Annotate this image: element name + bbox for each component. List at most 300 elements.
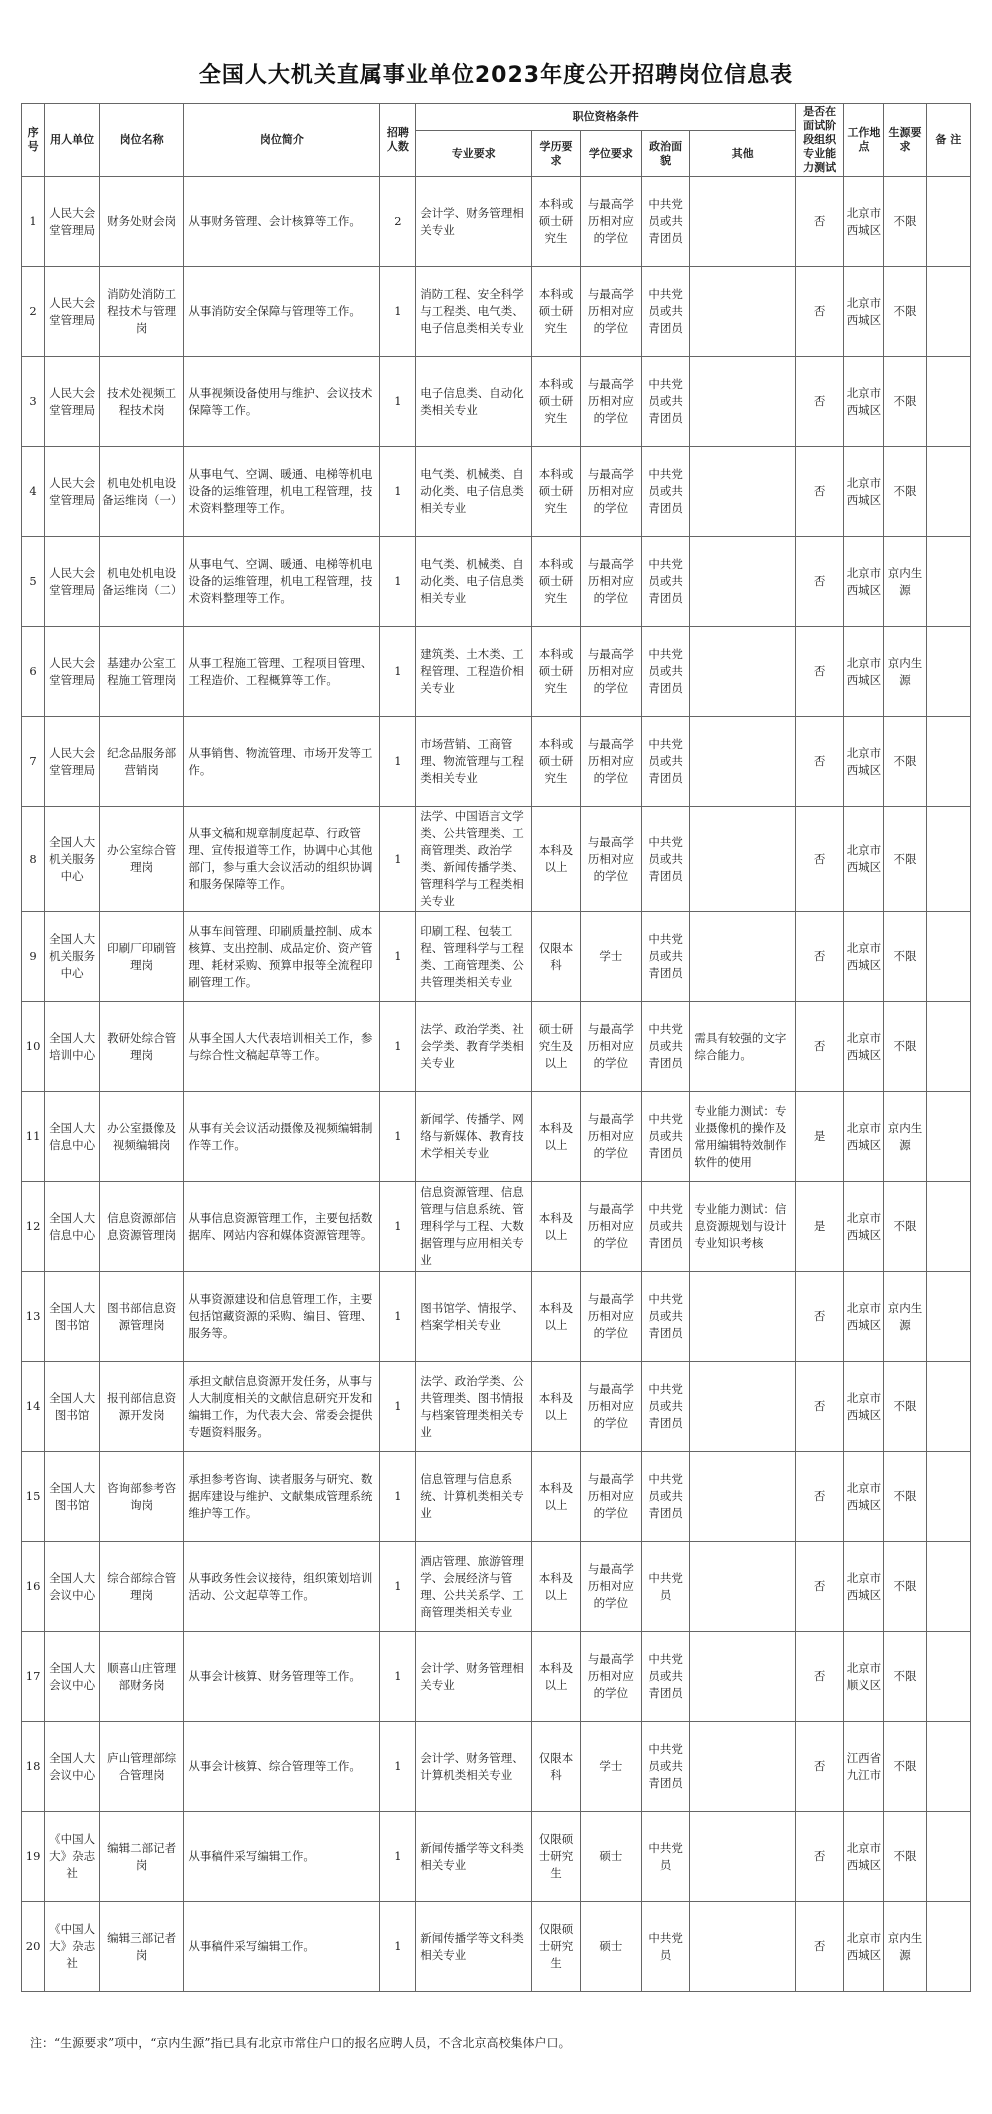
cell-unit: 人民大会堂管理局 [45,717,100,807]
cell-source: 不限 [884,1722,926,1812]
cell-politics: 中共党员或共青团员 [641,177,690,267]
cell-remark [926,1182,970,1272]
cell-education: 本科或硕士研究生 [532,717,581,807]
cell-count: 1 [380,912,416,1002]
cell-major: 市场营销、工商管理、物流管理与工程类相关专业 [416,717,532,807]
cell-source: 不限 [884,1542,926,1632]
cell-remark [926,912,970,1002]
cell-test: 否 [795,177,844,267]
cell-seq: 13 [22,1272,45,1362]
cell-intro: 从事财务管理、会计核算等工作。 [184,177,380,267]
cell-politics: 中共党员 [641,1542,690,1632]
cell-location: 北京市西城区 [844,1362,884,1452]
cell-degree: 与最高学历相对应的学位 [580,1272,641,1362]
cell-unit: 全国人大机关服务中心 [45,912,100,1002]
table-row [22,1632,971,1722]
table-row [22,267,971,357]
table-row [22,1542,971,1632]
cell-unit: 《中国人大》杂志社 [45,1902,100,1992]
cell-post: 报刊部信息资源开发岗 [100,1362,184,1452]
cell-other [690,357,796,447]
cell-remark [926,1452,970,1542]
cell-source: 京内生源 [884,1272,926,1362]
header-degree: 学位要求 [580,131,641,177]
cell-other [690,1902,796,1992]
cell-location: 北京市西城区 [844,537,884,627]
cell-politics: 中共党员或共青团员 [641,1452,690,1542]
cell-unit: 人民大会堂管理局 [45,537,100,627]
header-test: 是否在面试阶段组织专业能力测试 [795,104,844,177]
cell-source: 不限 [884,1182,926,1272]
cell-intro: 从事电气、空调、暖通、电梯等机电设备的运维管理，机电工程管理，技术资料整理等工作。 [184,537,380,627]
cell-post: 咨询部参考咨询岗 [100,1452,184,1542]
cell-politics: 中共党员或共青团员 [641,1182,690,1272]
cell-degree: 与最高学历相对应的学位 [580,357,641,447]
cell-test: 否 [795,1362,844,1452]
cell-education: 本科或硕士研究生 [532,357,581,447]
cell-degree: 与最高学历相对应的学位 [580,1632,641,1722]
cell-test: 否 [795,357,844,447]
header-other: 其他 [690,131,796,177]
cell-seq: 12 [22,1182,45,1272]
cell-source: 不限 [884,717,926,807]
cell-unit: 人民大会堂管理局 [45,357,100,447]
cell-major: 法学、政治学类、公共管理类、图书情报与档案管理类相关专业 [416,1362,532,1452]
cell-other [690,1632,796,1722]
cell-seq: 16 [22,1542,45,1632]
cell-degree: 学士 [580,912,641,1002]
cell-test: 否 [795,807,844,912]
cell-source: 不限 [884,807,926,912]
cell-test: 否 [795,912,844,1002]
cell-seq: 19 [22,1812,45,1902]
cell-unit: 人民大会堂管理局 [45,177,100,267]
cell-other [690,912,796,1002]
cell-count: 1 [380,1092,416,1182]
cell-degree: 与最高学历相对应的学位 [580,1182,641,1272]
cell-location: 北京市西城区 [844,1002,884,1092]
cell-degree: 与最高学历相对应的学位 [580,1542,641,1632]
cell-unit: 全国人大图书馆 [45,1362,100,1452]
cell-other: 专业能力测试：信息资源规划与设计专业知识考核 [690,1182,796,1272]
cell-test: 否 [795,1002,844,1092]
cell-education: 本科及以上 [532,807,581,912]
cell-education: 本科或硕士研究生 [532,537,581,627]
cell-post: 技术处视频工程技术岗 [100,357,184,447]
cell-remark [926,537,970,627]
cell-test: 否 [795,717,844,807]
cell-intro: 从事文稿和规章制度起草、行政管理、宣传报道等工作，协调中心其他部门，参与重大会议活动的组织协调和服务保障等工作。 [184,807,380,912]
cell-politics: 中共党员或共青团员 [641,267,690,357]
cell-location: 北京市西城区 [844,357,884,447]
cell-seq: 1 [22,177,45,267]
cell-major: 图书馆学、情报学、档案学相关专业 [416,1272,532,1362]
cell-count: 1 [380,1812,416,1902]
header-qualification-group: 职位资格条件 [416,104,796,131]
table-row [22,912,971,1002]
cell-location: 北京市西城区 [844,717,884,807]
cell-other [690,1272,796,1362]
cell-other [690,717,796,807]
cell-post: 财务处财会岗 [100,177,184,267]
cell-post: 综合部综合管理岗 [100,1542,184,1632]
cell-major: 酒店管理、旅游管理学、会展经济与管理、公共关系学、工商管理类相关专业 [416,1542,532,1632]
cell-post: 办公室摄像及视频编辑岗 [100,1092,184,1182]
cell-major: 信息资源管理、信息管理与信息系统、管理科学与工程、大数据管理与应用相关专业 [416,1182,532,1272]
cell-unit: 全国人大会议中心 [45,1722,100,1812]
cell-education: 仅限本科 [532,1722,581,1812]
cell-unit: 《中国人大》杂志社 [45,1812,100,1902]
header-location: 工作地点 [844,104,884,177]
cell-location: 江西省九江市 [844,1722,884,1812]
cell-seq: 7 [22,717,45,807]
table-row [22,447,971,537]
cell-unit: 全国人大机关服务中心 [45,807,100,912]
cell-politics: 中共党员或共青团员 [641,912,690,1002]
cell-education: 本科及以上 [532,1542,581,1632]
cell-post: 庐山管理部综合管理岗 [100,1722,184,1812]
cell-seq: 15 [22,1452,45,1542]
cell-test: 否 [795,1452,844,1542]
cell-post: 图书部信息资源管理岗 [100,1272,184,1362]
cell-politics: 中共党员或共青团员 [641,627,690,717]
cell-seq: 2 [22,267,45,357]
cell-intro: 从事有关会议活动摄像及视频编辑制作等工作。 [184,1092,380,1182]
cell-post: 机电处机电设备运维岗（二） [100,537,184,627]
cell-major: 会计学、财务管理、计算机类相关专业 [416,1722,532,1812]
table-row [22,537,971,627]
cell-post: 教研处综合管理岗 [100,1002,184,1092]
recruitment-table [21,103,971,1992]
cell-intro: 从事车间管理、印刷质量控制、成本核算、支出控制、成品定价、资产管理、耗材采购、预算申报等全流程印刷管理工作。 [184,912,380,1002]
table-row [22,1092,971,1182]
cell-remark [926,1542,970,1632]
cell-degree: 与最高学历相对应的学位 [580,267,641,357]
cell-count: 1 [380,537,416,627]
cell-degree: 与最高学历相对应的学位 [580,1452,641,1542]
cell-education: 本科及以上 [532,1452,581,1542]
cell-count: 1 [380,1452,416,1542]
cell-source: 京内生源 [884,627,926,717]
cell-major: 会计学、财务管理相关专业 [416,177,532,267]
cell-post: 编辑三部记者岗 [100,1902,184,1992]
table-row [22,717,971,807]
cell-remark [926,1812,970,1902]
cell-unit: 人民大会堂管理局 [45,447,100,537]
cell-degree: 硕士 [580,1812,641,1902]
cell-count: 1 [380,1542,416,1632]
cell-count: 1 [380,357,416,447]
cell-post: 顺喜山庄管理部财务岗 [100,1632,184,1722]
table-row [22,1182,971,1272]
table-row [22,1362,971,1452]
cell-count: 1 [380,1722,416,1812]
cell-unit: 人民大会堂管理局 [45,267,100,357]
cell-count: 1 [380,807,416,912]
cell-location: 北京市西城区 [844,1272,884,1362]
cell-remark [926,177,970,267]
table-row [22,1452,971,1542]
cell-unit: 全国人大信息中心 [45,1182,100,1272]
cell-test: 否 [795,1632,844,1722]
table-body [22,177,971,1992]
cell-location: 北京市顺义区 [844,1632,884,1722]
header-remark: 备 注 [926,104,970,177]
cell-degree: 与最高学历相对应的学位 [580,807,641,912]
table-row [22,1002,971,1092]
cell-major: 电气类、机械类、自动化类、电子信息类相关专业 [416,537,532,627]
cell-test: 否 [795,1722,844,1812]
header-seq: 序号 [22,104,45,177]
cell-location: 北京市西城区 [844,177,884,267]
cell-source: 不限 [884,1362,926,1452]
cell-education: 本科或硕士研究生 [532,177,581,267]
cell-test: 否 [795,627,844,717]
cell-location: 北京市西城区 [844,1182,884,1272]
cell-other [690,1812,796,1902]
cell-location: 北京市西城区 [844,447,884,537]
cell-location: 北京市西城区 [844,267,884,357]
cell-source: 不限 [884,177,926,267]
cell-location: 北京市西城区 [844,1812,884,1902]
cell-education: 仅限本科 [532,912,581,1002]
cell-location: 北京市西城区 [844,1092,884,1182]
cell-remark [926,1362,970,1452]
cell-degree: 与最高学历相对应的学位 [580,1362,641,1452]
cell-politics: 中共党员或共青团员 [641,717,690,807]
cell-intro: 从事政务性会议接待，组织策划培训活动、公文起草等工作。 [184,1542,380,1632]
cell-source: 不限 [884,267,926,357]
cell-post: 机电处机电设备运维岗（一） [100,447,184,537]
cell-source: 不限 [884,1452,926,1542]
cell-seq: 17 [22,1632,45,1722]
cell-education: 本科及以上 [532,1092,581,1182]
cell-politics: 中共党员或共青团员 [641,1722,690,1812]
footnote: 注：“生源要求”项中，“京内生源”指已具有北京市常住户口的报名应聘人员，不含北京高校集体户口。 [30,2036,571,2050]
cell-source: 不限 [884,1002,926,1092]
cell-source: 不限 [884,1812,926,1902]
cell-test: 否 [795,1272,844,1362]
cell-source: 不限 [884,357,926,447]
table-row [22,807,971,912]
cell-politics: 中共党员或共青团员 [641,1362,690,1452]
cell-major: 印刷工程、包装工程、管理科学与工程类、工商管理类、公共管理类相关专业 [416,912,532,1002]
cell-test: 否 [795,1812,844,1902]
cell-degree: 与最高学历相对应的学位 [580,537,641,627]
cell-post: 纪念品服务部营销岗 [100,717,184,807]
header-education: 学历要求 [532,131,581,177]
cell-seq: 6 [22,627,45,717]
cell-seq: 3 [22,357,45,447]
cell-politics: 中共党员或共青团员 [641,537,690,627]
cell-education: 硕士研究生及以上 [532,1002,581,1092]
cell-seq: 11 [22,1092,45,1182]
cell-education: 本科或硕士研究生 [532,447,581,537]
cell-major: 新闻传播学等文科类相关专业 [416,1812,532,1902]
cell-source: 京内生源 [884,1092,926,1182]
cell-unit: 全国人大会议中心 [45,1632,100,1722]
cell-remark [926,807,970,912]
cell-post: 办公室综合管理岗 [100,807,184,912]
cell-other: 需具有较强的文字综合能力。 [690,1002,796,1092]
cell-other [690,1542,796,1632]
cell-major: 电子信息类、自动化类相关专业 [416,357,532,447]
table-row [22,1722,971,1812]
cell-seq: 10 [22,1002,45,1092]
cell-other [690,447,796,537]
cell-post: 印刷厂印刷管理岗 [100,912,184,1002]
cell-source: 京内生源 [884,1902,926,1992]
cell-seq: 20 [22,1902,45,1992]
cell-intro: 从事会计核算、财务管理等工作。 [184,1632,380,1722]
cell-remark [926,1002,970,1092]
cell-degree: 与最高学历相对应的学位 [580,1092,641,1182]
table-row [22,1902,971,1992]
cell-location: 北京市西城区 [844,1902,884,1992]
cell-education: 本科或硕士研究生 [532,627,581,717]
table-row [22,177,971,267]
cell-politics: 中共党员或共青团员 [641,1632,690,1722]
cell-post: 基建办公室工程施工管理岗 [100,627,184,717]
cell-degree: 与最高学历相对应的学位 [580,717,641,807]
cell-test: 否 [795,447,844,537]
cell-politics: 中共党员或共青团员 [641,807,690,912]
cell-seq: 14 [22,1362,45,1452]
cell-other [690,1722,796,1812]
cell-intro: 从事工程施工管理、工程项目管理、工程造价、工程概算等工作。 [184,627,380,717]
cell-count: 1 [380,447,416,537]
table-row [22,357,971,447]
cell-count: 1 [380,1902,416,1992]
cell-remark [926,717,970,807]
cell-intro: 从事资源建设和信息管理工作，主要包括馆藏资源的采购、编目、管理、服务等。 [184,1272,380,1362]
cell-unit: 全国人大图书馆 [45,1452,100,1542]
cell-major: 法学、中国语言文学类、公共管理类、工商管理类、政治学类、新闻传播学类、管理科学与工程类相关专业 [416,807,532,912]
cell-test: 否 [795,1542,844,1632]
cell-intro: 从事电气、空调、暖通、电梯等机电设备的运维管理，机电工程管理，技术资料整理等工作。 [184,447,380,537]
cell-location: 北京市西城区 [844,627,884,717]
cell-source: 不限 [884,1632,926,1722]
cell-remark [926,627,970,717]
table-row [22,1812,971,1902]
cell-politics: 中共党员或共青团员 [641,1002,690,1092]
cell-unit: 全国人大培训中心 [45,1002,100,1092]
cell-remark [926,267,970,357]
header-politics: 政治面貌 [641,131,690,177]
cell-major: 信息管理与信息系统、计算机类相关专业 [416,1452,532,1542]
cell-count: 1 [380,267,416,357]
cell-count: 1 [380,1002,416,1092]
cell-seq: 5 [22,537,45,627]
cell-source: 不限 [884,912,926,1002]
cell-politics: 中共党员 [641,1812,690,1902]
cell-major: 建筑类、土木类、工程管理、工程造价相关专业 [416,627,532,717]
header-count: 招聘人数 [380,104,416,177]
cell-intro: 从事销售、物流管理、市场开发等工作。 [184,717,380,807]
header-unit: 用人单位 [45,104,100,177]
cell-count: 1 [380,1632,416,1722]
cell-location: 北京市西城区 [844,1452,884,1542]
table-row [22,627,971,717]
cell-test: 是 [795,1092,844,1182]
cell-other [690,1362,796,1452]
cell-source: 京内生源 [884,537,926,627]
cell-major: 会计学、财务管理相关专业 [416,1632,532,1722]
cell-seq: 18 [22,1722,45,1812]
header-source: 生源要求 [884,104,926,177]
cell-intro: 从事消防安全保障与管理等工作。 [184,267,380,357]
cell-other [690,807,796,912]
cell-other [690,177,796,267]
cell-major: 法学、政治学类、社会学类、教育学类相关专业 [416,1002,532,1092]
cell-count: 1 [380,1272,416,1362]
cell-location: 北京市西城区 [844,1542,884,1632]
cell-other [690,537,796,627]
cell-test: 是 [795,1182,844,1272]
cell-remark [926,1722,970,1812]
cell-other [690,627,796,717]
cell-education: 本科及以上 [532,1272,581,1362]
cell-politics: 中共党员或共青团员 [641,1272,690,1362]
cell-test: 否 [795,267,844,357]
cell-major: 消防工程、安全科学与工程类、电气类、电子信息类相关专业 [416,267,532,357]
table-row [22,1272,971,1362]
cell-count: 2 [380,177,416,267]
cell-remark [926,1632,970,1722]
cell-intro: 从事会计核算、综合管理等工作。 [184,1722,380,1812]
cell-education: 本科及以上 [532,1362,581,1452]
cell-unit: 人民大会堂管理局 [45,627,100,717]
header-post-intro: 岗位简介 [184,104,380,177]
cell-politics: 中共党员或共青团员 [641,1092,690,1182]
cell-remark [926,1092,970,1182]
cell-remark [926,357,970,447]
cell-degree: 学士 [580,1722,641,1812]
cell-remark [926,1902,970,1992]
page-title: 全国人大机关直属事业单位2023年度公开招聘岗位信息表 [198,63,794,88]
cell-education: 仅限硕士研究生 [532,1812,581,1902]
cell-major: 电气类、机械类、自动化类、电子信息类相关专业 [416,447,532,537]
cell-test: 否 [795,1902,844,1992]
cell-intro: 从事稿件采写编辑工作。 [184,1812,380,1902]
header-major: 专业要求 [416,131,532,177]
header-post-name: 岗位名称 [100,104,184,177]
cell-location: 北京市西城区 [844,807,884,912]
cell-post: 编辑二部记者岗 [100,1812,184,1902]
cell-degree: 硕士 [580,1902,641,1992]
cell-intro: 从事全国人大代表培训相关工作，参与综合性文稿起草等工作。 [184,1002,380,1092]
cell-seq: 9 [22,912,45,1002]
cell-count: 1 [380,717,416,807]
cell-other [690,1452,796,1542]
cell-post: 消防处消防工程技术与管理岗 [100,267,184,357]
cell-count: 1 [380,1362,416,1452]
cell-remark [926,1272,970,1362]
cell-degree: 与最高学历相对应的学位 [580,177,641,267]
cell-location: 北京市西城区 [844,912,884,1002]
cell-intro: 从事稿件采写编辑工作。 [184,1902,380,1992]
cell-education: 本科及以上 [532,1632,581,1722]
cell-intro: 承担文献信息资源开发任务，从事与人大制度相关的文献信息研究开发和编辑工作，为代表大会、常委会提供专题资料服务。 [184,1362,380,1452]
cell-major: 新闻传播学等文科类相关专业 [416,1902,532,1992]
cell-test: 否 [795,537,844,627]
cell-seq: 8 [22,807,45,912]
cell-degree: 与最高学历相对应的学位 [580,447,641,537]
cell-intro: 从事信息资源管理工作，主要包括数据库、网站内容和媒体资源管理等。 [184,1182,380,1272]
cell-other [690,267,796,357]
cell-politics: 中共党员 [641,1902,690,1992]
cell-intro: 从事视频设备使用与维护、会议技术保障等工作。 [184,357,380,447]
